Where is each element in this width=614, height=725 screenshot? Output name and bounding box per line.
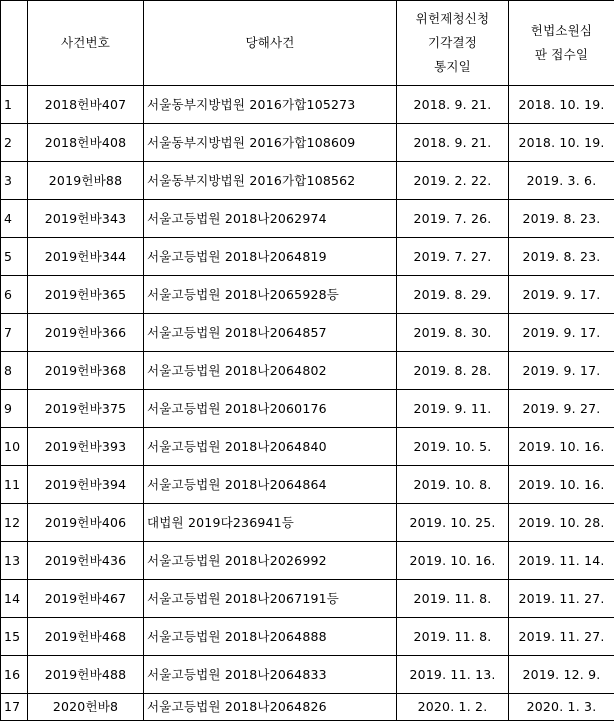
notice-date: 2018. 9. 21. [397,124,509,162]
case-name: 서울동부지방법원 2016가합105273 [144,86,397,124]
filing-date: 2019. 11. 27. [509,580,614,618]
notice-date: 2019. 10. 5. [397,428,509,466]
case-number: 2019헌바344 [28,238,144,276]
notice-date: 2019. 2. 22. [397,162,509,200]
filing-date: 2018. 10. 19. [509,124,614,162]
notice-date: 2019. 10. 8. [397,466,509,504]
table-row [1,276,614,314]
case-number: 2020헌바8 [28,694,144,721]
case-name: 서울동부지방법원 2016가합108562 [144,162,397,200]
filing-date: 2019. 8. 23. [509,238,614,276]
case-number: 2019헌바394 [28,466,144,504]
header-case-number: 사건번호 [28,1,144,86]
table-row [1,656,614,694]
table-row [1,390,614,428]
case-number: 2019헌바366 [28,314,144,352]
notice-date: 2018. 9. 21. [397,86,509,124]
table-row [1,86,614,124]
table-row [1,618,614,656]
case-name: 서울고등법원 2018나2067191등 [144,580,397,618]
row-index: 17 [1,694,28,721]
row-index: 14 [1,580,28,618]
row-index: 11 [1,466,28,504]
filing-date: 2020. 1. 3. [509,694,614,721]
row-index: 1 [1,86,28,124]
notice-date: 2019. 7. 27. [397,238,509,276]
case-number: 2019헌바406 [28,504,144,542]
notice-date: 2019. 11. 8. [397,618,509,656]
case-name: 서울고등법원 2018나2060176 [144,390,397,428]
case-number: 2019헌바368 [28,352,144,390]
notice-date: 2019. 10. 16. [397,542,509,580]
table-row [1,200,614,238]
header-index [1,1,28,86]
case-name: 서울고등법원 2018나2064888 [144,618,397,656]
table-row [1,694,614,721]
case-name: 대법원 2019다236941등 [144,504,397,542]
notice-date: 2019. 8. 30. [397,314,509,352]
filing-date: 2019. 11. 14. [509,542,614,580]
filing-date: 2019. 9. 17. [509,276,614,314]
row-index: 5 [1,238,28,276]
case-name: 서울동부지방법원 2016가합108609 [144,124,397,162]
table-row [1,542,614,580]
row-index: 16 [1,656,28,694]
header-row [1,1,614,86]
notice-date: 2019. 7. 26. [397,200,509,238]
case-number: 2018헌바407 [28,86,144,124]
case-name: 서울고등법원 2018나2064819 [144,238,397,276]
table-row [1,352,614,390]
case-name: 서울고등법원 2018나2064840 [144,428,397,466]
case-number: 2019헌바88 [28,162,144,200]
table-row [1,580,614,618]
case-number: 2019헌바343 [28,200,144,238]
case-number: 2018헌바408 [28,124,144,162]
case-name: 서울고등법원 2018나2065928등 [144,276,397,314]
case-number: 2019헌바468 [28,618,144,656]
case-name: 서울고등법원 2018나2062974 [144,200,397,238]
notice-date: 2019. 8. 28. [397,352,509,390]
filing-date: 2019. 10. 16. [509,428,614,466]
table-row [1,466,614,504]
filing-date: 2019. 10. 28. [509,504,614,542]
case-number: 2019헌바375 [28,390,144,428]
notice-date: 2019. 9. 11. [397,390,509,428]
filing-date: 2019. 11. 27. [509,618,614,656]
case-name: 서울고등법원 2018나2064826 [144,694,397,721]
row-index: 2 [1,124,28,162]
header-notice-date: 위헌제청신청 기각결정 통지일 [397,1,509,86]
row-index: 3 [1,162,28,200]
row-index: 15 [1,618,28,656]
filing-date: 2019. 8. 23. [509,200,614,238]
table-row [1,314,614,352]
header-filing-date: 헌법소원심 판 접수일 [509,1,614,86]
filing-date: 2018. 10. 19. [509,86,614,124]
notice-date: 2019. 8. 29. [397,276,509,314]
row-index: 12 [1,504,28,542]
case-number: 2019헌바467 [28,580,144,618]
row-index: 13 [1,542,28,580]
notice-date: 2019. 11. 8. [397,580,509,618]
notice-date: 2019. 10. 25. [397,504,509,542]
case-number: 2019헌바436 [28,542,144,580]
row-index: 10 [1,428,28,466]
row-index: 8 [1,352,28,390]
table-row [1,504,614,542]
case-number: 2019헌바365 [28,276,144,314]
case-name: 서울고등법원 2018나2064857 [144,314,397,352]
filing-date: 2019. 9. 27. [509,390,614,428]
case-name: 서울고등법원 2018나2064802 [144,352,397,390]
notice-date: 2020. 1. 2. [397,694,509,721]
table-row [1,428,614,466]
table-row [1,238,614,276]
header-case: 당해사건 [144,1,397,86]
filing-date: 2019. 3. 6. [509,162,614,200]
case-name: 서울고등법원 2018나2026992 [144,542,397,580]
filing-date: 2019. 9. 17. [509,352,614,390]
case-number: 2019헌바393 [28,428,144,466]
table-row [1,124,614,162]
row-index: 6 [1,276,28,314]
filing-date: 2019. 12. 9. [509,656,614,694]
row-index: 9 [1,390,28,428]
case-name: 서울고등법원 2018나2064833 [144,656,397,694]
notice-date: 2019. 11. 13. [397,656,509,694]
case-name: 서울고등법원 2018나2064864 [144,466,397,504]
row-index: 7 [1,314,28,352]
filing-date: 2019. 9. 17. [509,314,614,352]
table-row [1,162,614,200]
row-index: 4 [1,200,28,238]
case-number: 2019헌바488 [28,656,144,694]
filing-date: 2019. 10. 16. [509,466,614,504]
